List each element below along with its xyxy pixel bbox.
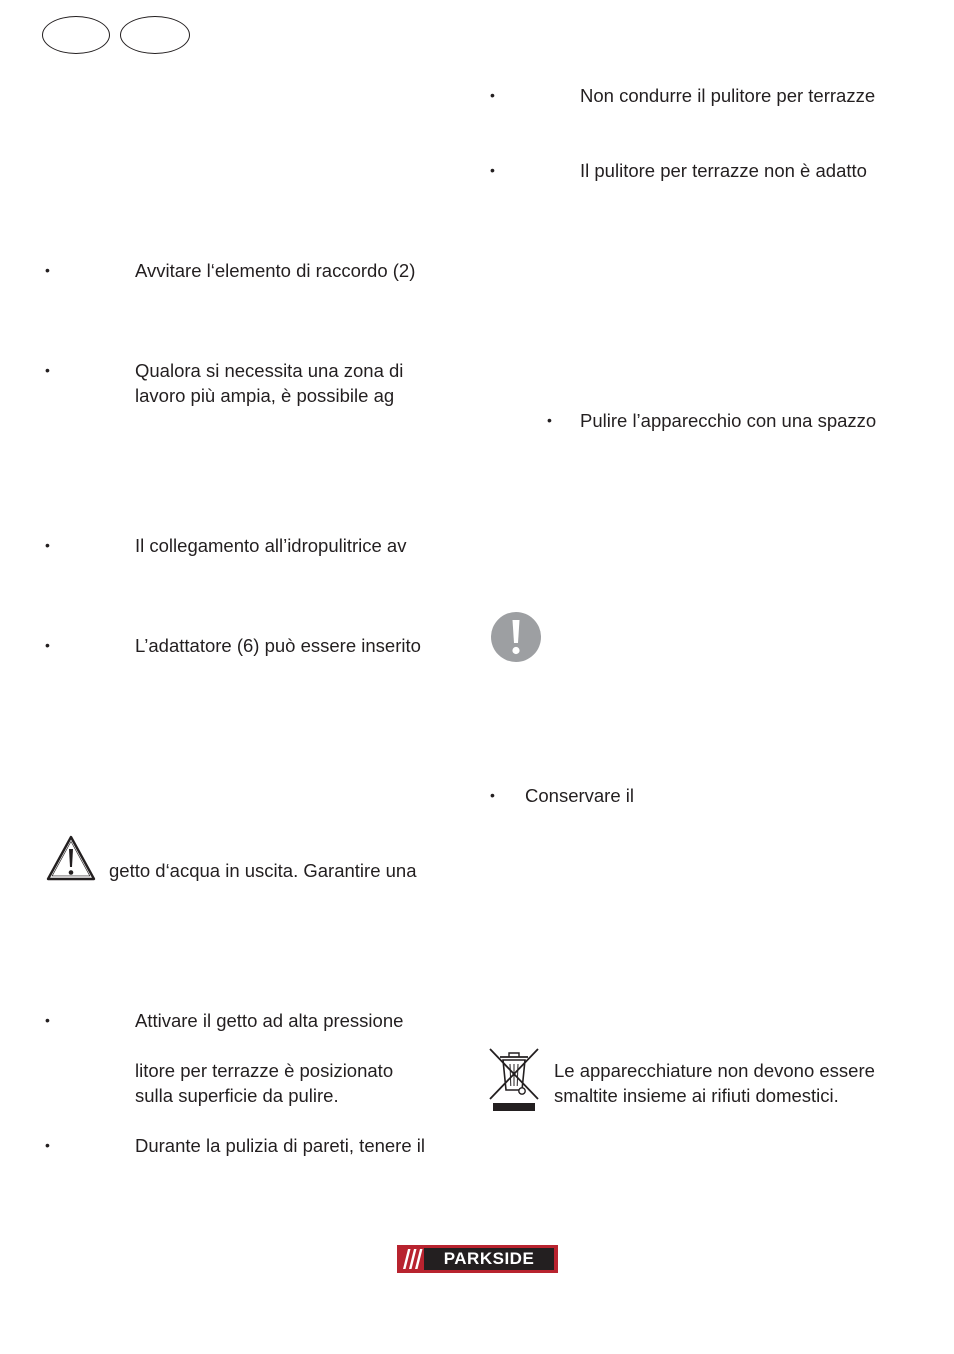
bullet: •	[45, 262, 50, 278]
left-item-1: Avvitare l‘elemento di raccordo (2)	[135, 260, 416, 281]
left-item-3: Il collegamento all’idropulitrice av	[135, 535, 407, 556]
bullet: •	[45, 1012, 50, 1028]
language-oval-left	[42, 16, 110, 54]
exclamation-circle-icon	[490, 611, 542, 663]
bullet: •	[45, 1137, 50, 1153]
right-item-1: Non condurre il pulitore per terrazze	[580, 85, 876, 106]
warning-triangle-icon	[45, 834, 97, 882]
parkside-logo	[397, 1245, 558, 1273]
left-item-5-line-2: litore per terrazze è posizionato	[135, 1060, 394, 1081]
warning-text: getto d‘acqua in uscita. Garantire una	[109, 860, 417, 881]
bullet: •	[45, 362, 50, 378]
bullet: •	[547, 412, 552, 428]
left-item-5-line-3: sulla superficie da pulire.	[135, 1085, 339, 1106]
right-item-3: Pulire l’apparecchio con una spazzo	[580, 410, 877, 431]
bullet: •	[490, 787, 495, 803]
logo-slashes-icon	[397, 1245, 424, 1273]
bullet: •	[490, 87, 495, 103]
bullet: •	[490, 162, 495, 178]
bullet: •	[45, 637, 50, 653]
disposal-line-2: smaltite insieme ai rifiuti domestici.	[554, 1085, 839, 1106]
left-item-6: Durante la pulizia di pareti, tenere il	[135, 1135, 425, 1156]
right-item-4: Conservare il	[525, 785, 634, 806]
crossed-bin-icon	[488, 1046, 542, 1114]
bullet: •	[45, 537, 50, 553]
left-item-5: Attivare il getto ad alta pressione	[135, 1010, 404, 1031]
right-item-2: Il pulitore per terrazze non è adatto	[580, 160, 867, 181]
logo-text: PARKSIDE	[424, 1248, 554, 1270]
language-oval-right	[120, 16, 190, 54]
left-item-2-line-1: Qualora si necessita una zona di	[135, 360, 404, 381]
left-item-2-line-2: lavoro più ampia, è possibile ag	[135, 385, 395, 406]
left-item-4: L’adattatore (6) può essere inserito	[135, 635, 421, 656]
disposal-line-1: Le apparecchiature non devono essere	[554, 1060, 875, 1081]
